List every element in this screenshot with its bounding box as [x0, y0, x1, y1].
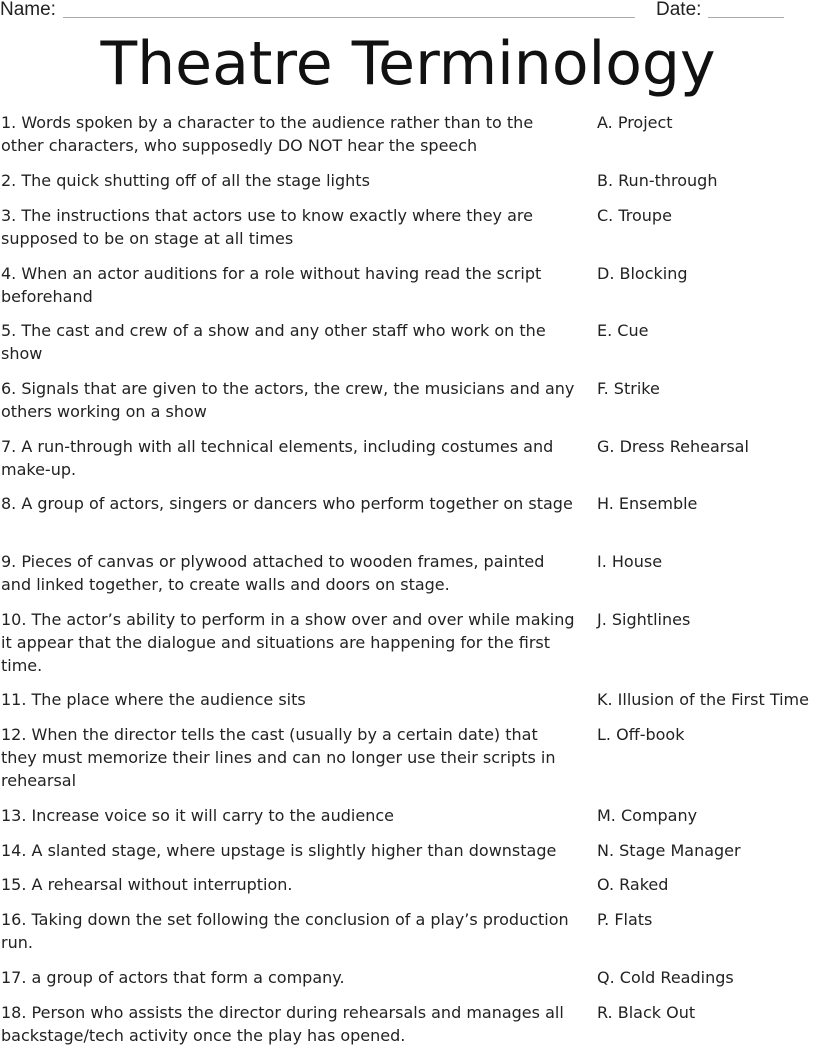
question-text: 5. The cast and crew of a show and any other staff who work on the show [1, 321, 546, 363]
answer-option: K. Illusion of the First Time [597, 690, 809, 709]
date-blank-line[interactable] [708, 17, 784, 18]
question-text: 4. When an actor auditions for a role without having read the script beforehand [1, 264, 542, 306]
answer-option: H. Ensemble [597, 494, 698, 513]
answer-option: O. Raked [597, 875, 669, 894]
matching-row [0, 492, 816, 550]
question-text: 7. A run-through with all technical elements, including costumes and make-up. [1, 437, 554, 479]
answer-option: R. Black Out [597, 1003, 696, 1022]
matching-row [0, 169, 816, 204]
answer-option: G. Dress Rehearsal [597, 437, 749, 456]
matching-row [0, 111, 816, 169]
answer-option: P. Flats [597, 910, 653, 929]
question-text: 14. A slanted stage, where upstage is slightly higher than downstage [1, 841, 557, 860]
matching-row [0, 723, 816, 804]
question-text: 10. The actor’s ability to perform in a show over and over while making it appear that the dialogue and situations are happening for the first time. [1, 610, 575, 675]
matching-row [0, 1001, 816, 1049]
matching-row [0, 608, 816, 688]
answer-option: Q. Cold Readings [597, 968, 734, 987]
question-text: 6. Signals that are given to the actors, the crew, the musicians and any others working on a show [1, 379, 575, 421]
answer-option: M. Company [597, 806, 698, 825]
matching-row [0, 377, 816, 435]
answer-option: D. Blocking [597, 264, 688, 283]
answer-option: J. Sightlines [597, 610, 691, 629]
answer-option: I. House [597, 552, 663, 571]
matching-row [0, 550, 816, 608]
answer-option: N. Stage Manager [597, 841, 741, 860]
matching-row [0, 839, 816, 873]
worksheet-title: Theatre Terminology [100, 29, 716, 99]
question-text: 18. Person who assists the director during rehearsals and manages all backstage/tech activity once the play has opened. [1, 1003, 564, 1045]
matching-row [0, 908, 816, 966]
matching-row [0, 804, 816, 839]
question-text: 16. Taking down the set following the conclusion of a play’s production run. [1, 910, 569, 952]
matching-row [0, 966, 816, 1001]
name-label: Name: [0, 0, 56, 20]
matching-row [0, 435, 816, 492]
matching-row [0, 319, 816, 377]
matching-row [0, 873, 816, 908]
name-blank-line[interactable] [63, 17, 635, 18]
question-text: 1. Words spoken by a character to the audience rather than to the other characters, who supposedly DO NOT hear the speech [1, 113, 534, 155]
answer-option: F. Strike [597, 379, 660, 398]
question-text: 9. Pieces of canvas or plywood attached to wooden frames, painted and linked together, to create walls and doors on stage. [1, 552, 545, 594]
header [0, 0, 816, 24]
answer-option: A. Project [597, 113, 673, 132]
matching-list [0, 111, 816, 1049]
question-text: 11. The place where the audience sits [1, 690, 306, 709]
date-label: Date: [656, 0, 702, 20]
question-text: 17. a group of actors that form a company. [1, 968, 345, 987]
question-text: 3. The instructions that actors use to know exactly where they are supposed to be on stage at all times [1, 206, 533, 248]
question-text: 15. A rehearsal without interruption. [1, 875, 293, 894]
question-text: 13. Increase voice so it will carry to the audience [1, 806, 394, 825]
question-text: 2. The quick shutting off of all the stage lights [1, 171, 370, 190]
question-text: 12. When the director tells the cast (usually by a certain date) that they must memorize their lines and can no longer use their scripts in rehearsal [1, 725, 556, 790]
matching-row [0, 688, 816, 723]
answer-option: B. Run-through [597, 171, 718, 190]
answer-option: L. Off-book [597, 725, 685, 744]
question-text: 8. A group of actors, singers or dancers who perform together on stage [1, 494, 573, 513]
matching-row [0, 262, 816, 319]
matching-row [0, 204, 816, 262]
answer-option: E. Cue [597, 321, 649, 340]
answer-option: C. Troupe [597, 206, 672, 225]
